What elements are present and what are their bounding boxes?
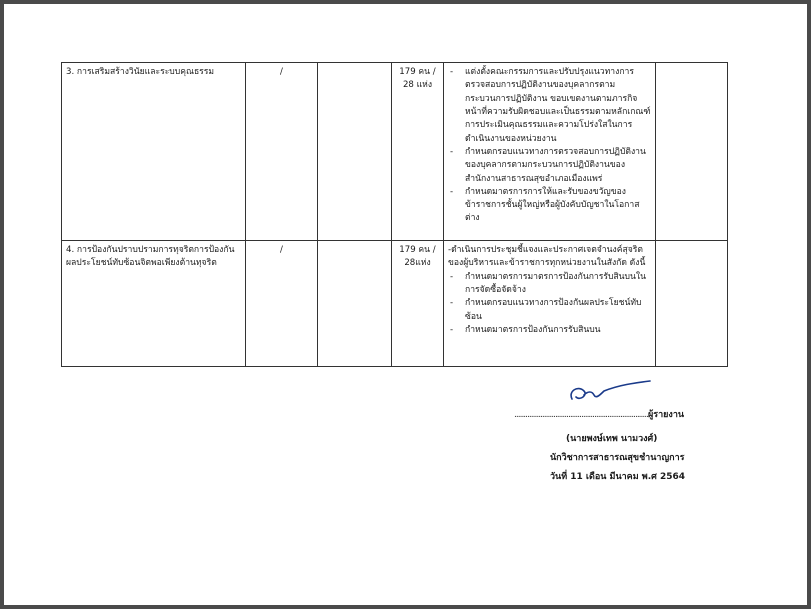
note-cell bbox=[656, 63, 728, 241]
action-text: กำหนดกรอบแนวทางการป้องกันผลประโยชน์ทับซ้อน bbox=[465, 298, 642, 322]
count-places: 28 แห่ง bbox=[402, 80, 433, 91]
action-list bbox=[448, 244, 651, 337]
note-cell bbox=[656, 241, 728, 367]
count-cell bbox=[392, 63, 444, 241]
topic-text: 4. การป้องกันปราบปรามการทุจริตการป้องกันผลประโยชน์ทับซ้อนจิตพอเพียงต้านทุจริต bbox=[66, 245, 235, 269]
signature-dots: ........................................................................ bbox=[514, 410, 648, 420]
list-item: - กำหนดกรอบแนวทางการตรวจสอบการปฏิบัติงานของบุคลากรตามกระบวนการปฏิบัติงานของสำนักงานสาธารณสุขอำเภอเมืองแพร่ bbox=[450, 146, 646, 184]
count-people: 179 คน / bbox=[399, 245, 436, 255]
action-text: แต่งตั้งคณะกรรมการและปรับปรุงแนวทางการตรวจสอบการปฏิบัติงานของบุคลากรตามกระบวนการปฏิบัติงาน ขอบเขตงานตามภารกิจหน้าที่ความรับผิดชอบและเป็นธรรมตามหลักเกณฑ์การประเมินคุณธรรมและความโปร่งใสในการดำเนินงานของหน่วยงาน bbox=[465, 67, 651, 144]
report-date: วันที่ 11 เดือน มีนาคม พ.ศ 2564 bbox=[550, 472, 686, 482]
document-page bbox=[4, 4, 807, 605]
action-text: กำหนดกรอบแนวทางการตรวจสอบการปฏิบัติงานของบุคลากรตามกระบวนการปฏิบัติงานของสำนักงานสาธารณสุขอำเภอเมืองแพร่ bbox=[465, 146, 646, 184]
check-mark: / bbox=[280, 67, 283, 77]
signer-position: นักวิชาการสาธารณสุขชำนาญการ bbox=[550, 453, 685, 463]
count-cell bbox=[392, 241, 444, 367]
empty-cell bbox=[318, 63, 392, 241]
topic-cell bbox=[62, 241, 246, 367]
check-mark: / bbox=[280, 245, 283, 255]
signer-name: (นายพงษ์เทพ นามวงศ์) bbox=[566, 434, 658, 444]
list-item: - กำหนดกรอบแนวทางการป้องกันผลประโยชน์ทับซ้อน bbox=[450, 298, 642, 322]
list-item: - แต่งตั้งคณะกรรมการและปรับปรุงแนวทางการตรวจสอบการปฏิบัติงานของบุคลากรตามกระบวนการปฏิบัติงาน ขอบเขตงานตามภารกิจหน้าที่ความรับผิดชอบและเป็นธรรมตามหลักเกณฑ์การประเมินคุณธรรมและความโปร่งใสในการดำเนินงานของหน่วยงาน bbox=[450, 67, 651, 144]
topic-text: 3. การเสริมสร้างวินัยและระบบคุณธรรม bbox=[66, 67, 215, 77]
table-row bbox=[62, 63, 728, 241]
count-places: 28แห่ง bbox=[404, 258, 431, 269]
empty-cell bbox=[318, 241, 392, 367]
reporter-label: ผู้รายงาน bbox=[647, 410, 685, 420]
handwritten-signature bbox=[564, 379, 654, 409]
list-item bbox=[448, 244, 651, 271]
list-item: - กำหนดมาตรการการให้และรับของขวัญของข้าราชการชั้นผู้ใหญ่หรือผู้บังคับบัญชาในโอกาสต่าง bbox=[450, 186, 640, 224]
signature-block bbox=[484, 379, 744, 489]
mark-cell bbox=[246, 63, 318, 241]
actions-cell bbox=[444, 63, 656, 241]
action-list bbox=[448, 66, 651, 226]
action-text: กำหนดมาตรการป้องกันการรับสินบน bbox=[465, 324, 601, 335]
mark-cell bbox=[246, 241, 318, 367]
topic-cell bbox=[62, 63, 246, 241]
report-table bbox=[61, 62, 728, 367]
signature-line bbox=[514, 407, 684, 421]
list-item: - กำหนดมาตรการมาตรการป้องกันการรับสินบนในการจัดซื้อจัดจ้าง bbox=[450, 271, 646, 295]
action-text: กำหนดมาตรการการให้และรับของขวัญของข้าราชการชั้นผู้ใหญ่หรือผู้บังคับบัญชาในโอกาสต่าง bbox=[465, 186, 640, 224]
table-row bbox=[62, 241, 728, 367]
action-text: กำหนดมาตรการมาตรการป้องกันการรับสินบนในการจัดซื้อจัดจ้าง bbox=[465, 271, 646, 295]
count-people: 179 คน / bbox=[399, 67, 436, 77]
list-item: - กำหนดมาตรการป้องกันการรับสินบน bbox=[450, 324, 601, 335]
actions-cell bbox=[444, 241, 656, 367]
action-lead-text: -ดำเนินการประชุมชี้แจงและประกาศเจตจำนงค์สุจริตของผู้บริหารและข้าราชการทุกหน่วยงานในสังกัด ดังนี้ bbox=[448, 245, 646, 269]
